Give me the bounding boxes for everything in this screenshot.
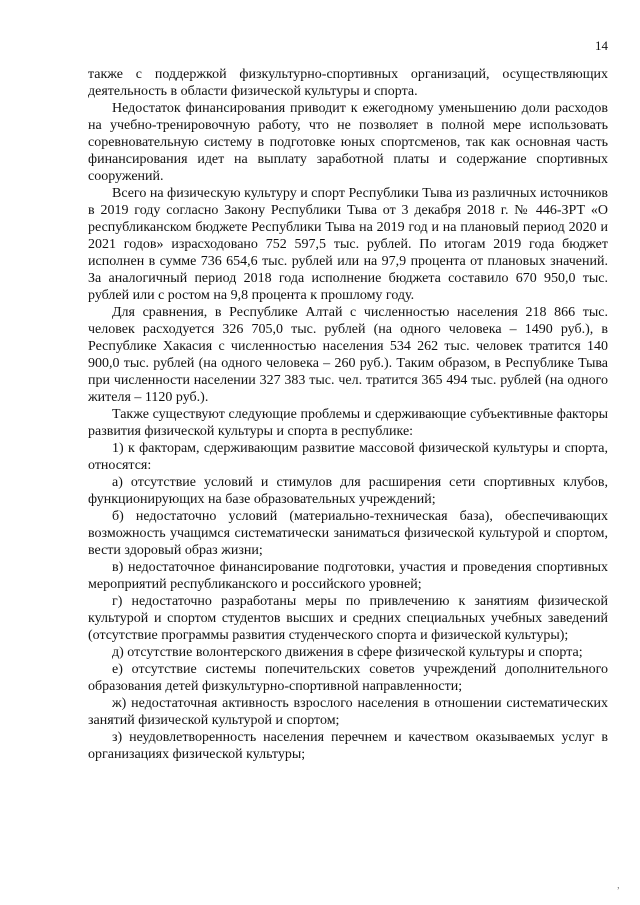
paragraph-problems-intro: Также существуют следующие проблемы и сдерживающие субъективные факторы развития физической культуры и спорта в республике: (88, 407, 608, 439)
paragraph-budget-2019: Всего на физическую культуру и спорт Республики Тыва из различных источников в 2019 году согласно Закону Республики Тыва от 3 декабря 2018 г. № 446-ЗРТ «О республиканском бюджете Республики Тыва на 2019 год и на плановый период 2020 и 2021 годов» израсходовано 752 597,5 тыс. рублей. По итогам 2019 года бюджет исполнен в сумме 736 654,6 тыс. рублей или на 97,9 процента от плановых значений. За аналогичный период 2018 года исполнение бюджета составило 670 950,0 тыс. рублей или с ростом на 9,8 процента к прошлому году. (88, 186, 608, 303)
list-item-zh: ж) недостаточная активность взрослого населения в отношении систематических занятий физической культурой и спортом; (88, 696, 608, 728)
page-number: 14 (595, 38, 608, 53)
list-item-d: д) отсутствие волонтерского движения в сфере физической культуры и спорта; (112, 645, 583, 660)
list-item-g: г) недостаточно разработаны меры по привлечению к занятиям физической культурой и спортом студентов высших и средних специальных учебных заведений (отсутствие программы развития студенческого спорта и физической культуры); (88, 594, 608, 643)
paragraph-continuation: также с поддержкой физкультурно-спортивных организаций, осуществляющих деятельность в области физической культуры и спорта. (88, 67, 608, 99)
page-content (88, 66, 608, 763)
list-item-z: з) неудовлетворенность населения перечнем и качеством оказываемых услуг в организациях физической культуры; (88, 730, 608, 762)
list-item-a: а) отсутствие условий и стимулов для расширения сети спортивных клубов, функционирующих на базе образовательных учреждений; (88, 475, 608, 507)
list-item-v: в) недостаточное финансирование подготовки, участия и проведения спортивных мероприятий республиканского и российского уровней; (88, 560, 608, 592)
list-item-b: б) недостаточно условий (материально-техническая база), обеспечивающих возможность учащимся систематически заниматься физической культурой и спортом, вести здоровый образ жизни; (88, 509, 608, 558)
paragraph-funding-shortage: Недостаток финансирования приводит к ежегодному уменьшению доли расходов на учебно-тренировочную работу, что не позволяет в полной мере использовать соревновательную систему в подготовке юных спортсменов, так как основная часть финансирования идет на выплату заработной платы и содержание спортивных сооружений. (88, 101, 608, 184)
paragraph-regional-comparison: Для сравнения, в Республике Алтай с численностью населения 218 866 тыс. человек расходуется 326 705,0 тыс. рублей (на одного человека – 1490 руб.), в Республике Хакасия с численностью населения 534 262 тыс. человек тратится 140 900,0 тыс. рублей (на одного человека – 260 руб.). Таким образом, в Республике Тыва при численности населении 327 383 тыс. чел. тратится 365 494 тыс. рублей (на одного жителя – 1120 руб.). (88, 305, 608, 405)
list-item-e: е) отсутствие системы попечительских советов учреждений дополнительного образования детей физкультурно-спортивной направленности; (88, 662, 608, 694)
list-item-1: 1) к факторам, сдерживающим развитие массовой физической культуры и спорта, относятся: (88, 441, 608, 473)
scan-mark: ’ (616, 886, 620, 897)
